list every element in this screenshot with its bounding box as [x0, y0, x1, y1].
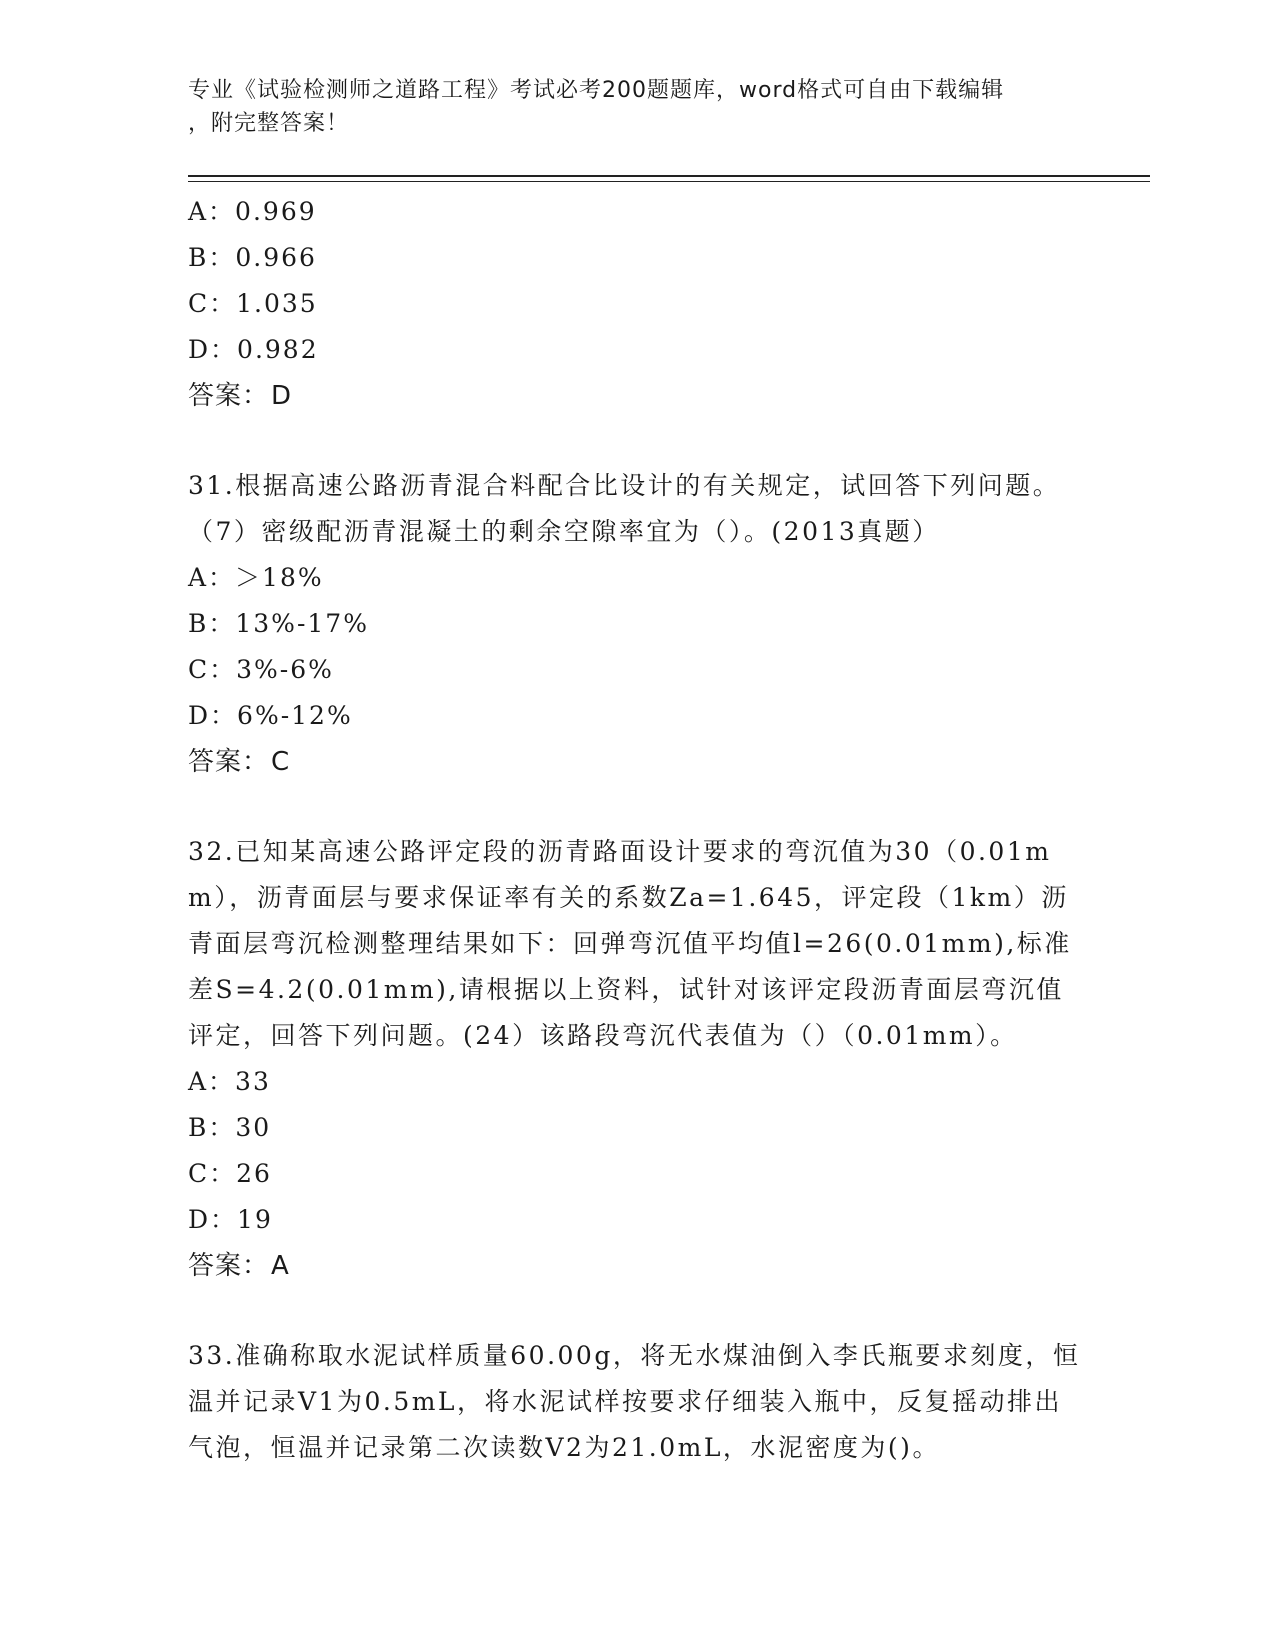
answer-value: C	[271, 747, 291, 777]
answer-value: D	[271, 381, 293, 411]
question-block-33	[188, 1333, 1088, 1471]
answer-label: 答案：	[188, 1251, 270, 1281]
option-d: D：0.982	[188, 335, 319, 364]
option-d: D：19	[188, 1205, 273, 1234]
question-block-32	[188, 829, 1088, 1289]
question-text: 31.根据高速公路沥青混合料配合比设计的有关规定，试回答下列问题。（7）密级配沥青混凝土的剩余空隙率宜为（）。(2013真题）	[188, 471, 1061, 546]
answer-value: A	[271, 1251, 290, 1281]
spacer	[188, 419, 1088, 463]
document-header	[188, 74, 1078, 140]
option-a: A：33	[188, 1067, 271, 1096]
option-a: A：＞18%	[188, 563, 324, 592]
option-b: B：30	[188, 1113, 272, 1142]
option-c: C：3%-6%	[188, 655, 334, 684]
spacer	[188, 1289, 1088, 1333]
option-c: C：1.035	[188, 289, 318, 318]
option-b: B：0.966	[188, 243, 317, 272]
answer-line	[188, 1243, 1088, 1289]
question-text: 33.准确称取水泥试样质量60.00g，将无水煤油倒入李氏瓶要求刻度，恒温并记录V1为0.5mL，将水泥试样按要求仔细装入瓶中，反复摇动排出气泡，恒温并记录第二次读数V2为21.0mL，水泥密度为()。	[188, 1341, 1081, 1462]
question-text: 32.已知某高速公路评定段的沥青路面设计要求的弯沉值为30（0.01mm），沥青面层与要求保证率有关的系数Za=1.645，评定段（1km）沥青面层弯沉检测整理结果如下：回弹弯沉值平均值l=26(0.01mm),标准差S=4.2(0.01mm),请根据以上资料，试针对该评定段沥青面层弯沉值评定，回答下列问题。(24）该路段弯沉代表值为（）（0.01mm）。	[188, 837, 1072, 1050]
answer-label: 答案：	[188, 747, 270, 777]
header-title-line: 专业《试验检测师之道路工程》考试必考200题题库，word格式可自由下载编辑	[188, 78, 1005, 103]
answer-line	[188, 373, 1088, 419]
spacer	[188, 785, 1088, 829]
option-b: B：13%-17%	[188, 609, 369, 638]
header-title-continuation: ，附完整答案！	[188, 111, 350, 136]
question-block-31	[188, 463, 1088, 785]
option-c: C：26	[188, 1159, 272, 1188]
answer-label: 答案：	[188, 381, 270, 411]
document-body	[188, 189, 1088, 1471]
header-rule-thin	[188, 181, 1150, 182]
option-d: D：6%-12%	[188, 701, 353, 730]
option-a: A：0.969	[188, 197, 317, 226]
question-block-30	[188, 189, 1088, 419]
header-rule-thick	[188, 175, 1150, 177]
answer-line	[188, 739, 1088, 785]
